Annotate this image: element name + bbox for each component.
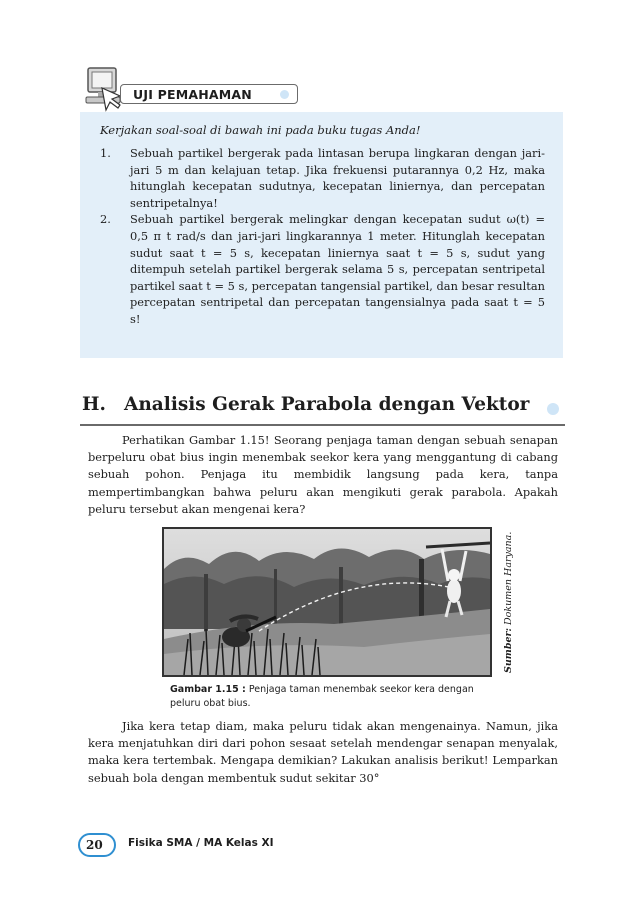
page-footer bbox=[78, 833, 358, 859]
uji-instruction: Kerjakan soal-soal di bawah ini pada buku tugas Anda! bbox=[100, 123, 421, 137]
question-item bbox=[100, 211, 545, 327]
question-item bbox=[100, 145, 545, 211]
caption-label: Gambar 1.15 : bbox=[170, 684, 246, 695]
figure-caption bbox=[170, 683, 490, 711]
decorative-dot-icon bbox=[547, 403, 559, 415]
section-letter: H. bbox=[82, 394, 106, 415]
photo-source-text bbox=[503, 523, 514, 673]
question-text: Sebuah partikel bergerak melingkar dengan kecepatan sudut ω(t) = 0,5 π t rad/s dan jari-jari lingkarannya 1 meter. Hitunglah kecepatan sudut saat t = 5 s, kecepatan liniernya saat t = 5 s, sudut yang ditempuh setelah partikel bergerak selama 5 s, percepatan sentripetal partikel saat t = 5 s, percepatan tangensial partikel, dan besar resultan percepatan sentripetal dan percepatan tangensialnya pada saat t = 5 s! bbox=[130, 212, 545, 326]
uji-title-text: UJI PEMAHAMAN bbox=[133, 87, 252, 102]
question-number: 1. bbox=[100, 146, 111, 160]
section-heading bbox=[80, 392, 565, 426]
question-number: 2. bbox=[100, 212, 111, 227]
question-text: Sebuah partikel bergerak pada lintasan berupa lingkaran dengan jari-jari 5 m dan kelajuan tetap. Jika frekuensi putarannya 0,2 Hz, maka hitunglah kecepatan sudutnya, kecepatan liniernya, dan percepatan sentripetalnya! bbox=[130, 146, 545, 210]
section-title: Analisis Gerak Parabola dengan Vektor bbox=[124, 394, 530, 415]
caption-text: Penjaga taman menembak seekor kera dengan peluru obat bius. bbox=[170, 684, 474, 709]
uji-pemahaman-header bbox=[82, 64, 302, 114]
photo-source bbox=[501, 527, 517, 677]
book-title: Fisika SMA / MA Kelas XI bbox=[128, 837, 274, 849]
source-value: Dokumen Haryana. bbox=[503, 531, 514, 628]
figure-1-15 bbox=[162, 527, 514, 709]
paragraph-analysis: Jika kera tetap diam, maka peluru tidak akan mengenainya. Namun, jika kera menjatuhkan diri dari pohon sesaat setelah mendengar senapan menyalak, maka kera tertembak. Mengapa demikian? Lakukan analisis berikut! Lemparkan sebuah bola dengan membentuk sudut sekitar 30° bbox=[88, 719, 558, 785]
uji-pemahaman-title bbox=[120, 84, 298, 104]
decorative-dot-icon bbox=[280, 90, 289, 99]
source-label: Sumber: bbox=[503, 627, 514, 673]
paragraph-intro: Perhatikan Gambar 1.15! Seorang penjaga taman dengan sebuah senapan berpeluru obat bius ingin menembak seekor kera yang menggantung di cabang sebuah pohon. Penjaga itu membidik langsung pada kera, tanpa mempertimbangkan bahwa peluru akan mengikuti gerak parabola. Apakah peluru tersebut akan mengenai kera? bbox=[88, 433, 558, 516]
page-number: 20 bbox=[78, 833, 116, 857]
question-list bbox=[100, 145, 545, 328]
photo-guard-shooting-monkey bbox=[162, 527, 492, 677]
